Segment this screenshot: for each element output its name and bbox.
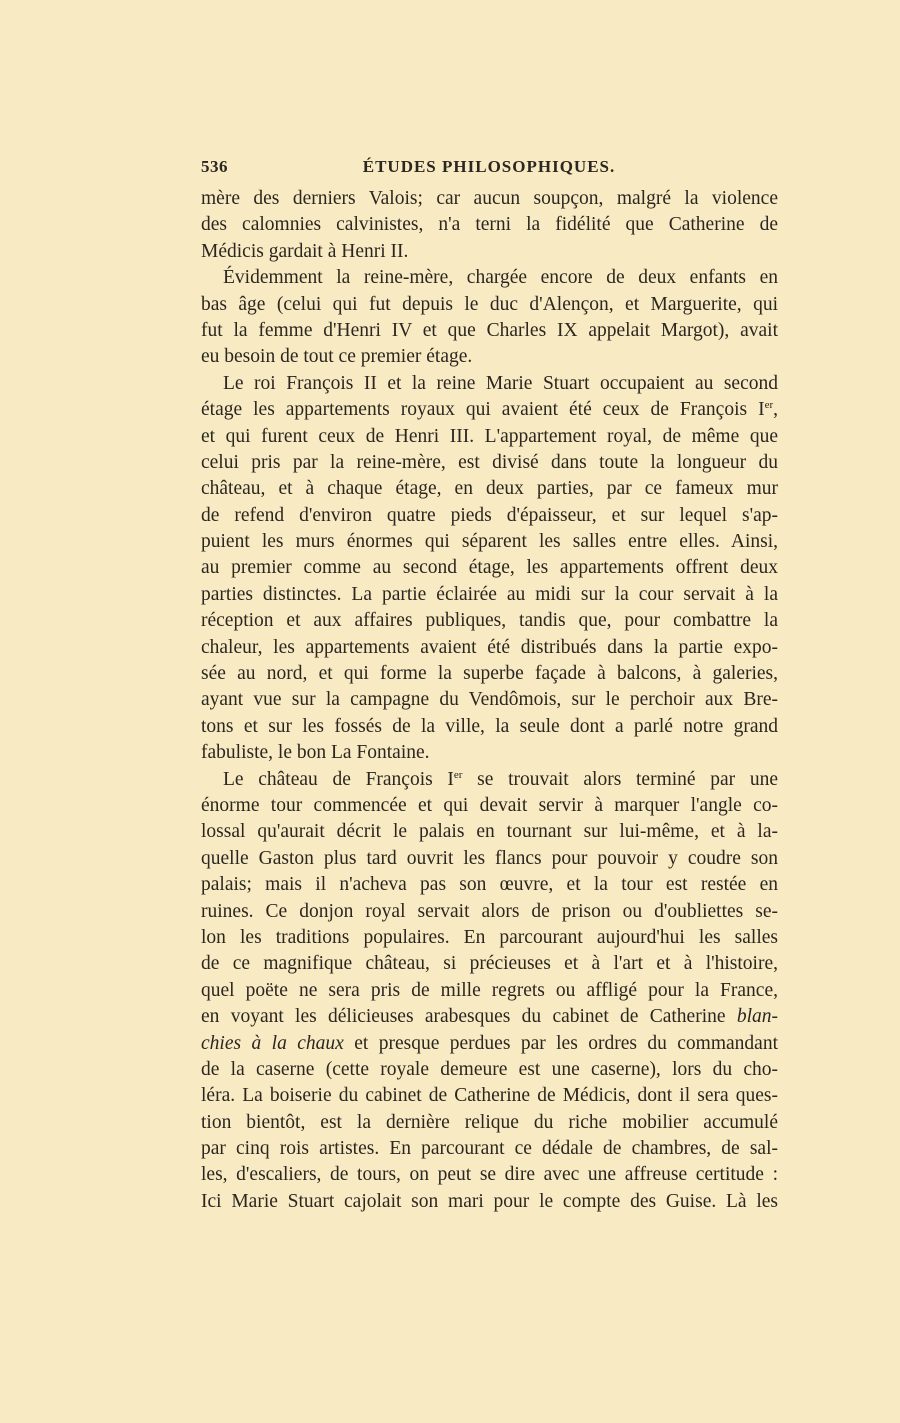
- superscript: er: [764, 399, 774, 412]
- text-line: [201, 1083, 778, 1109]
- text-line: [201, 318, 778, 344]
- text-segment: chaleur, les appartements avaient été distribués dans la partie expo-: [201, 636, 778, 658]
- text-line: [201, 1110, 778, 1136]
- text-line: [201, 1189, 778, 1215]
- text-segment: ,: [773, 399, 778, 421]
- text-line: [201, 186, 778, 212]
- text-line: [201, 714, 778, 740]
- body-text: [201, 186, 778, 1215]
- text-line: [201, 793, 778, 819]
- running-title: ÉTUDES PHILOSOPHIQUES.: [362, 157, 616, 176]
- text-segment: Médicis gardait à Henri II.: [201, 240, 409, 262]
- italic-text: chies à la chaux: [201, 1032, 344, 1054]
- text-line: [201, 371, 778, 397]
- text-line: [201, 872, 778, 898]
- text-line: [201, 978, 778, 1004]
- text-segment: étage les appartements royaux qui avaient été ceux de François I: [201, 399, 765, 421]
- text-line: [201, 450, 778, 476]
- text-line: [201, 1031, 778, 1057]
- text-segment: lon les traditions populaires. En parcourant aujourd'hui les salles: [201, 926, 778, 948]
- text-segment: léra. La boiserie du cabinet de Catherine de Médicis, dont il sera ques-: [201, 1085, 778, 1107]
- text-line: [201, 1004, 778, 1030]
- text-line: [201, 951, 778, 977]
- text-segment: quelle Gaston plus tard ouvrit les flancs pour pouvoir y coudre son: [201, 847, 778, 869]
- italic-text: blan-: [736, 1006, 778, 1028]
- text-line: [201, 239, 778, 265]
- text-segment: lossal qu'aurait décrit le palais en tournant sur lui-même, et à la-: [201, 821, 778, 843]
- text-line: [201, 819, 778, 845]
- text-segment: celui pris par la reine-mère, est divisé dans toute la longueur du: [201, 451, 778, 473]
- text-segment: fut la femme d'Henri IV et que Charles IX appelait Margot), avait: [201, 319, 778, 341]
- text-segment: bas âge (celui qui fut depuis le duc d'Alençon, et Marguerite, qui: [201, 293, 778, 315]
- text-segment: quel poëte ne sera pris de mille regrets ou affligé pour la France,: [201, 979, 778, 1001]
- text-line: [201, 687, 778, 713]
- text-line: [201, 925, 778, 951]
- text-line: [201, 899, 778, 925]
- superscript: er: [453, 768, 463, 781]
- text-segment: mère des derniers Valois; car aucun soupçon, malgré la violence: [201, 188, 778, 209]
- text-segment: tons et sur les fossés de la ville, la seule dont a parlé notre grand: [201, 715, 778, 737]
- text-segment: Évidemment la reine-mère, chargée encore de deux enfants en: [223, 267, 778, 289]
- text-segment: eu besoin de tout ce premier étage.: [201, 346, 473, 368]
- text-line: [201, 1057, 778, 1083]
- text-segment: palais; mais il n'acheva pas son œuvre, et la tour est restée en: [201, 874, 778, 896]
- text-segment: de la caserne (cette royale demeure est une caserne), lors du cho-: [201, 1058, 778, 1080]
- text-segment: par cinq rois artistes. En parcourant ce dédale de chambres, de sal-: [201, 1138, 778, 1160]
- text-line: [201, 292, 778, 318]
- text-line: [201, 212, 778, 238]
- text-segment: ayant vue sur la campagne du Vendômois, sur le perchoir aux Bre-: [201, 689, 778, 711]
- running-header: [201, 157, 777, 181]
- text-line: [201, 344, 778, 370]
- text-segment: et qui furent ceux de Henri III. L'appartement royal, de même que: [201, 425, 778, 447]
- text-segment: Le château de François I: [223, 768, 454, 790]
- text-segment: Le roi François II et la reine Marie Stuart occupaient au second: [223, 372, 778, 394]
- text-line: [201, 1162, 778, 1188]
- text-line: [201, 635, 778, 661]
- text-segment: Ici Marie Stuart cajolait son mari pour le compte des Guise. Là les: [201, 1190, 778, 1212]
- text-segment: réception et aux affaires publiques, tandis que, pour combattre la: [201, 610, 778, 632]
- text-segment: ruines. Ce donjon royal servait alors de prison ou d'oubliettes se-: [201, 900, 778, 922]
- text-segment: les, d'escaliers, de tours, on peut se dire avec une affreuse certitude :: [201, 1164, 778, 1186]
- text-line: [201, 397, 778, 423]
- text-segment: puient les murs énormes qui séparent les salles entre elles. Ainsi,: [201, 531, 778, 553]
- text-line: [201, 661, 778, 687]
- text-line: [201, 265, 778, 291]
- text-line: [201, 529, 778, 555]
- text-segment: de refend d'environ quatre pieds d'épaisseur, et sur lequel s'ap-: [201, 504, 778, 526]
- text-line: [201, 555, 778, 581]
- text-segment: au premier comme au second étage, les appartements offrent deux: [201, 557, 778, 579]
- text-segment: énorme tour commencée et qui devait servir à marquer l'angle co-: [201, 794, 778, 816]
- page-number: 536: [201, 157, 228, 176]
- text-line: [201, 476, 778, 502]
- text-segment: en voyant les délicieuses arabesques du cabinet de Catherine: [201, 1006, 737, 1028]
- text-segment: château, et à chaque étage, en deux parties, par ce fameux mur: [201, 478, 778, 500]
- text-segment: tion bientôt, est la dernière relique du riche mobilier accumulé: [201, 1111, 778, 1133]
- text-line: [201, 503, 778, 529]
- text-segment: se trouvait alors terminé par une: [462, 768, 778, 790]
- text-line: [201, 767, 778, 793]
- text-segment: fabuliste, le bon La Fontaine.: [201, 742, 430, 764]
- text-line: [201, 846, 778, 872]
- text-segment: parties distinctes. La partie éclairée au midi sur la cour servait à la: [201, 583, 778, 605]
- text-line: [201, 1136, 778, 1162]
- text-segment: des calomnies calvinistes, n'a terni la fidélité que Catherine de: [201, 214, 778, 236]
- text-segment: de ce magnifique château, si précieuses et à l'art et à l'histoire,: [201, 953, 778, 975]
- text-segment: et presque perdues par les ordres du commandant: [343, 1032, 778, 1054]
- text-line: [201, 740, 778, 766]
- text-line: [201, 424, 778, 450]
- text-line: [201, 582, 778, 608]
- text-line: [201, 608, 778, 634]
- text-segment: sée au nord, et qui forme la superbe façade à balcons, à galeries,: [201, 663, 778, 685]
